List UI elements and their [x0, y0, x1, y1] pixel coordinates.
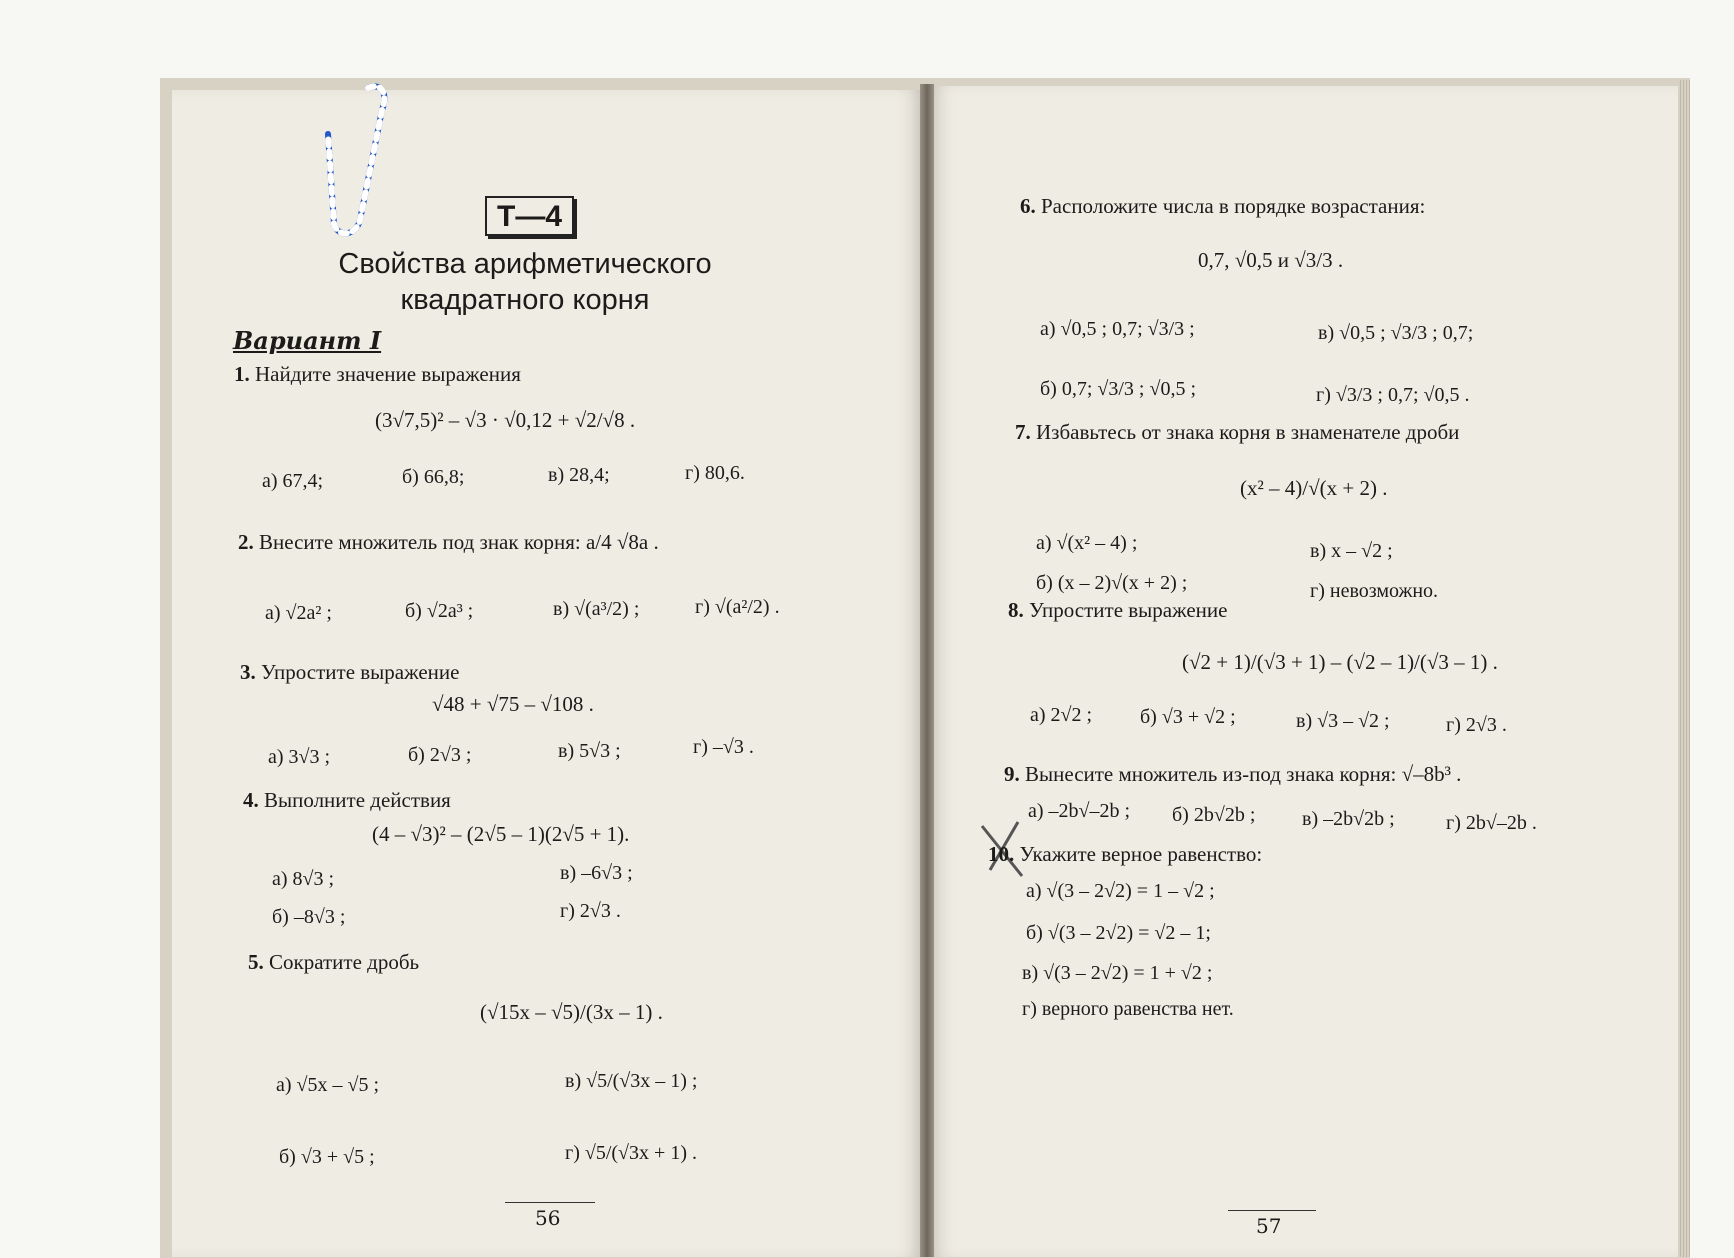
- q9-answer-g: г) 2b√–2b .: [1446, 812, 1537, 834]
- q3-expression: √48 + √75 – √108 .: [432, 692, 594, 716]
- question-text: Расположите числа в порядке возрастания:: [1041, 194, 1426, 218]
- question-number: 7.: [1015, 420, 1031, 444]
- question-text: Упростите выражение: [261, 660, 460, 684]
- question-number: 8.: [1008, 598, 1024, 622]
- q10-answer-a: а) √(3 – 2√2) = 1 – √2 ;: [1026, 880, 1215, 902]
- q2-answer-v: в) √(a³/2) ;: [553, 598, 640, 620]
- q8-expression: (√2 + 1)/(√3 + 1) – (√2 – 1)/(√3 – 1) .: [1182, 650, 1498, 674]
- q6-answer-g: г) √3/3 ; 0,7; √0,5 .: [1316, 384, 1470, 406]
- question-8: [1008, 598, 1227, 623]
- q1-expression: (3√7,5)² – √3 · √0,12 + √2/√8 .: [375, 408, 636, 432]
- q7-expression: (x² – 4)/√(x + 2) .: [1240, 476, 1388, 500]
- q8-answer-a: а) 2√2 ;: [1030, 704, 1093, 726]
- question-number: 6.: [1020, 194, 1036, 218]
- question-text: Вынесите множитель из-под знака корня:: [1025, 762, 1397, 786]
- q9-answer-a: а) –2b√–2b ;: [1028, 800, 1131, 822]
- q4-answer-b: б) –8√3 ;: [272, 906, 346, 928]
- page-edges: [1678, 80, 1690, 1257]
- q6-expression: 0,7, √0,5 и √3/3 .: [1198, 248, 1344, 272]
- q3-answer-b: б) 2√3 ;: [408, 744, 472, 766]
- q10-answer-v: в) √(3 – 2√2) = 1 + √2 ;: [1022, 962, 1213, 984]
- q3-answer-g: г) –√3 .: [693, 736, 754, 758]
- paper-clip-icon: [320, 80, 390, 240]
- question-3: [240, 660, 459, 685]
- question-7: [1015, 420, 1459, 445]
- question-1: [234, 362, 521, 387]
- q5-answer-b: б) √3 + √5 ;: [279, 1146, 375, 1168]
- q5-expression: (√15x – √5)/(3x – 1) .: [480, 1000, 663, 1024]
- q1-answer-g: г) 80,6.: [685, 462, 745, 484]
- question-number: 1.: [234, 362, 250, 386]
- q9-answer-v: в) –2b√2b ;: [1302, 808, 1395, 830]
- q5-answer-v: в) √5/(√3x – 1) ;: [565, 1070, 698, 1092]
- question-text: Укажите верное равенство:: [1019, 842, 1263, 866]
- question-6: [1020, 194, 1425, 219]
- q4-answer-a: а) 8√3 ;: [272, 868, 335, 890]
- question-text: Выполните действия: [264, 788, 451, 812]
- question-4: [243, 788, 451, 813]
- title-line-1: Свойства арифметического: [338, 248, 712, 280]
- question-text: Внесите множитель под знак корня:: [259, 530, 581, 554]
- question-text: Упростите выражение: [1029, 598, 1228, 622]
- title-line-2: квадратного корня: [400, 284, 650, 316]
- q2-expression: a/4 √8a .: [585, 530, 659, 554]
- q3-answer-a: а) 3√3 ;: [268, 746, 331, 768]
- q7-answer-g: г) невозможно.: [1310, 580, 1439, 602]
- question-text: Сократите дробь: [269, 950, 420, 974]
- q2-answer-b: б) √2a³ ;: [405, 600, 474, 622]
- q4-answer-v: в) –6√3 ;: [560, 862, 633, 884]
- q8-answer-b: б) √3 + √2 ;: [1140, 706, 1236, 728]
- q6-answer-v: в) √0,5 ; √3/3 ; 0,7;: [1318, 322, 1474, 344]
- q1-answer-b: б) 66,8;: [402, 466, 465, 488]
- q8-answer-g: г) 2√3 .: [1446, 714, 1507, 736]
- q9-answer-b: б) 2b√2b ;: [1172, 804, 1256, 826]
- q10-answer-b: б) √(3 – 2√2) = √2 – 1;: [1026, 922, 1211, 944]
- question-5: [248, 950, 419, 975]
- q7-answer-v: в) x – √2 ;: [1310, 540, 1393, 562]
- q1-answer-v: в) 28,4;: [548, 464, 610, 486]
- q6-answer-b: б) 0,7; √3/3 ; √0,5 ;: [1040, 378, 1197, 400]
- question-number: 4.: [243, 788, 259, 812]
- test-code-box: Т—4: [485, 196, 574, 236]
- question-number: 9.: [1004, 762, 1020, 786]
- q5-answer-g: г) √5/(√3x + 1) .: [565, 1142, 697, 1164]
- q4-expression: (4 – √3)² – (2√5 – 1)(2√5 + 1).: [372, 822, 630, 846]
- q4-answer-g: г) 2√3 .: [560, 900, 621, 922]
- book-gutter: [920, 84, 934, 1257]
- q2-answer-g: г) √(a²/2) .: [695, 596, 780, 618]
- page-number-right: 57: [1256, 1214, 1282, 1238]
- page-number-rule: [1228, 1210, 1316, 1211]
- page-title: [320, 246, 730, 318]
- q3-answer-v: в) 5√3 ;: [558, 740, 621, 762]
- q2-answer-a: а) √2a² ;: [265, 602, 332, 624]
- q5-answer-a: а) √5x – √5 ;: [276, 1074, 380, 1096]
- q10-answer-g: г) верного равенства нет.: [1022, 998, 1234, 1020]
- question-number: 5.: [248, 950, 264, 974]
- page-number-rule: [505, 1202, 595, 1203]
- page-number-left: 56: [535, 1206, 561, 1230]
- variant-heading: Вариант I: [233, 326, 382, 355]
- question-text: Избавьтесь от знака корня в знаменателе дроби: [1036, 420, 1460, 444]
- question-number: 2.: [238, 530, 254, 554]
- question-2: [238, 530, 659, 555]
- q6-answer-a: а) √0,5 ; 0,7; √3/3 ;: [1040, 318, 1195, 340]
- question-number: 3.: [240, 660, 256, 684]
- question-9: [1004, 762, 1461, 787]
- question-10: [988, 842, 1262, 867]
- q7-answer-b: б) (x – 2)√(x + 2) ;: [1036, 572, 1188, 594]
- question-text: Найдите значение выражения: [255, 362, 521, 386]
- q8-answer-v: в) √3 – √2 ;: [1296, 710, 1390, 732]
- question-number: 10.: [988, 842, 1015, 866]
- q1-answer-a: а) 67,4;: [262, 470, 324, 492]
- q7-answer-a: а) √(x² – 4) ;: [1036, 532, 1138, 554]
- q9-expression: √–8b³ .: [1401, 762, 1462, 786]
